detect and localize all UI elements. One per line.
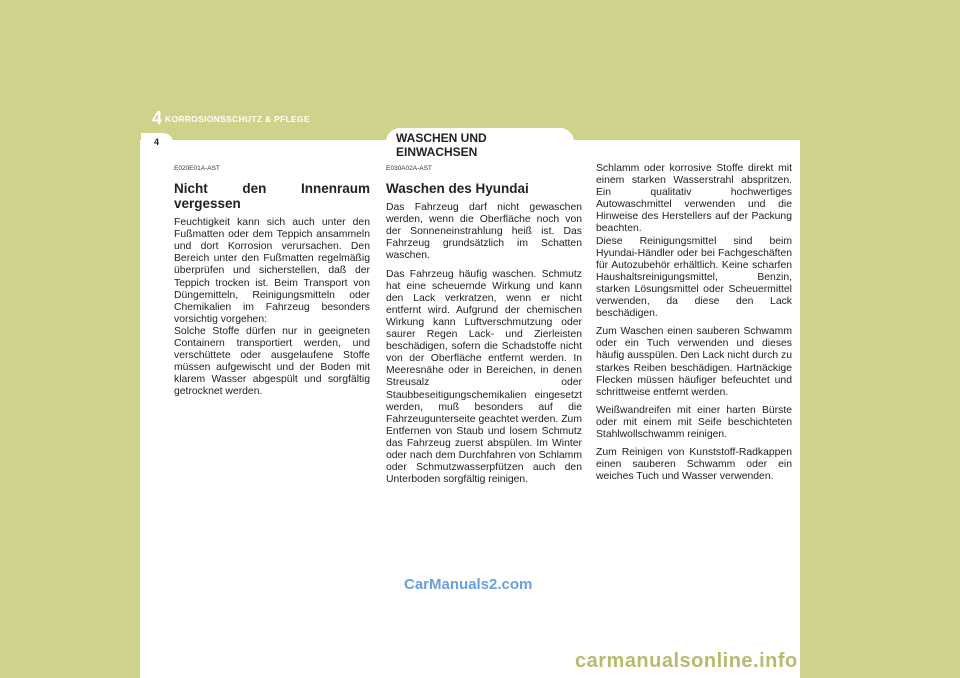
- column-2: [386, 163, 582, 492]
- paragraph: Zum Waschen einen sauberen Schwamm oder ein Tuch verwenden und dieses häufig ausspülen. Den Lack nicht durch zu starkes Reiben beschädigen. Hartnäckige Flecken müssen häufiger befeuchtet und schrittweise entfernt werden.: [596, 326, 792, 398]
- paragraph: Feuchtigkeit kann sich auch unter den Fußmatten oder dem Teppich ansammeln und dort Korrosion verursachen. Den Bereich unter den Fußmatten regelmäßig überprüfen und sicherstellen, daß der Teppich trocken ist. Beim Transport von Düngemitteln, Reinigungsmitteln oder Chemikalien im Fahrzeug besonders vorsichtig vorgehen: Solche Stoffe dürfen nur in geeigneten Containern transportiert werden, und verschüttete oder ausgelaufene Stoffe müssen aufgewischt und der Boden mit klarem Wasser abgespült und sorgfältig getrocknet werden.: [174, 217, 370, 398]
- page-number: 4: [154, 137, 160, 147]
- paragraph: Zum Reinigen von Kunststoff-Radkappen einen sauberen Schwamm oder ein weiches Tuch und Wasser verwenden.: [596, 447, 792, 483]
- paragraph: Das Fahrzeug häufig waschen. Schmutz hat eine scheuernde Wirkung und kann den Lack verkratzen, wenn er nicht entfernt wird. Aufgrund der chemischen Wirkung kann Luftverschmutzung oder saurer Regen Lack- und Zierleisten beschädigen, sofern die Schadstoffe nicht von der Oberfläche entfernt werden. In Meeresnähe oder in Bereichen, in denen Streusalz oder Staubbeseitigungschemikalien eingesetzt werden, muß besonders auf die Fahrzeugunterseite geachtet werden. Zum Entfernen von Staub und losem Schmutz das Fahrzeug zuerst abspülen. Im Winter oder nach dem Durchfahren von Schlamm oder Schmutzwasserpfützen auch den Unterboden sorgfältig reinigen.: [386, 268, 582, 486]
- chapter-title: KORROSIONSSCHUTZ & PFLEGE: [165, 114, 310, 124]
- section-heading: Waschen des Hyundai: [386, 181, 529, 197]
- section-code: E020E01A-AST: [174, 165, 220, 172]
- section-title: WASCHEN UND EINWACHSEN: [396, 131, 487, 159]
- section-heading: Nicht den Innenraum vergessen: [174, 181, 370, 212]
- column-3: [596, 163, 792, 489]
- paragraph: Das Fahrzeug darf nicht gewaschen werden, wenn die Oberfläche noch von der Sonneneinstrahlung heiß ist. Das Fahrzeug grundsätzlich im Schatten waschen.: [386, 202, 582, 262]
- paragraph: Weißwandreifen mit einer harten Bürste oder mit einem mit Seife beschichteten Stahlwollschwamm reinigen.: [596, 404, 792, 440]
- header-band: [0, 0, 960, 140]
- column-1: [174, 163, 370, 405]
- chapter-number: 4: [152, 108, 163, 128]
- paragraph: Schlamm oder korrosive Stoffe direkt mit einem starken Wasserstrahl abspritzen. Ein qualitativ hochwertiges Autowaschmittel verwenden und die Hinweise des Herstellers auf der Packung beachten. Diese Reinigungsmittel sind beim Hyundai-Händler oder bei Fachgeschäften für Autozubehör erhältlich. Keine scharfen Haushaltsreinigungsmittel, Benzin, starken Lösungsmittel oder Scheuermittel verwenden, da diese den Lack beschädigen.: [596, 163, 792, 320]
- section-code: E030A02A-AST: [386, 165, 432, 172]
- watermark-carmanualsonline: carmanualsonline.info: [575, 650, 798, 672]
- watermark-carmanuals: CarManuals2.com: [404, 576, 533, 593]
